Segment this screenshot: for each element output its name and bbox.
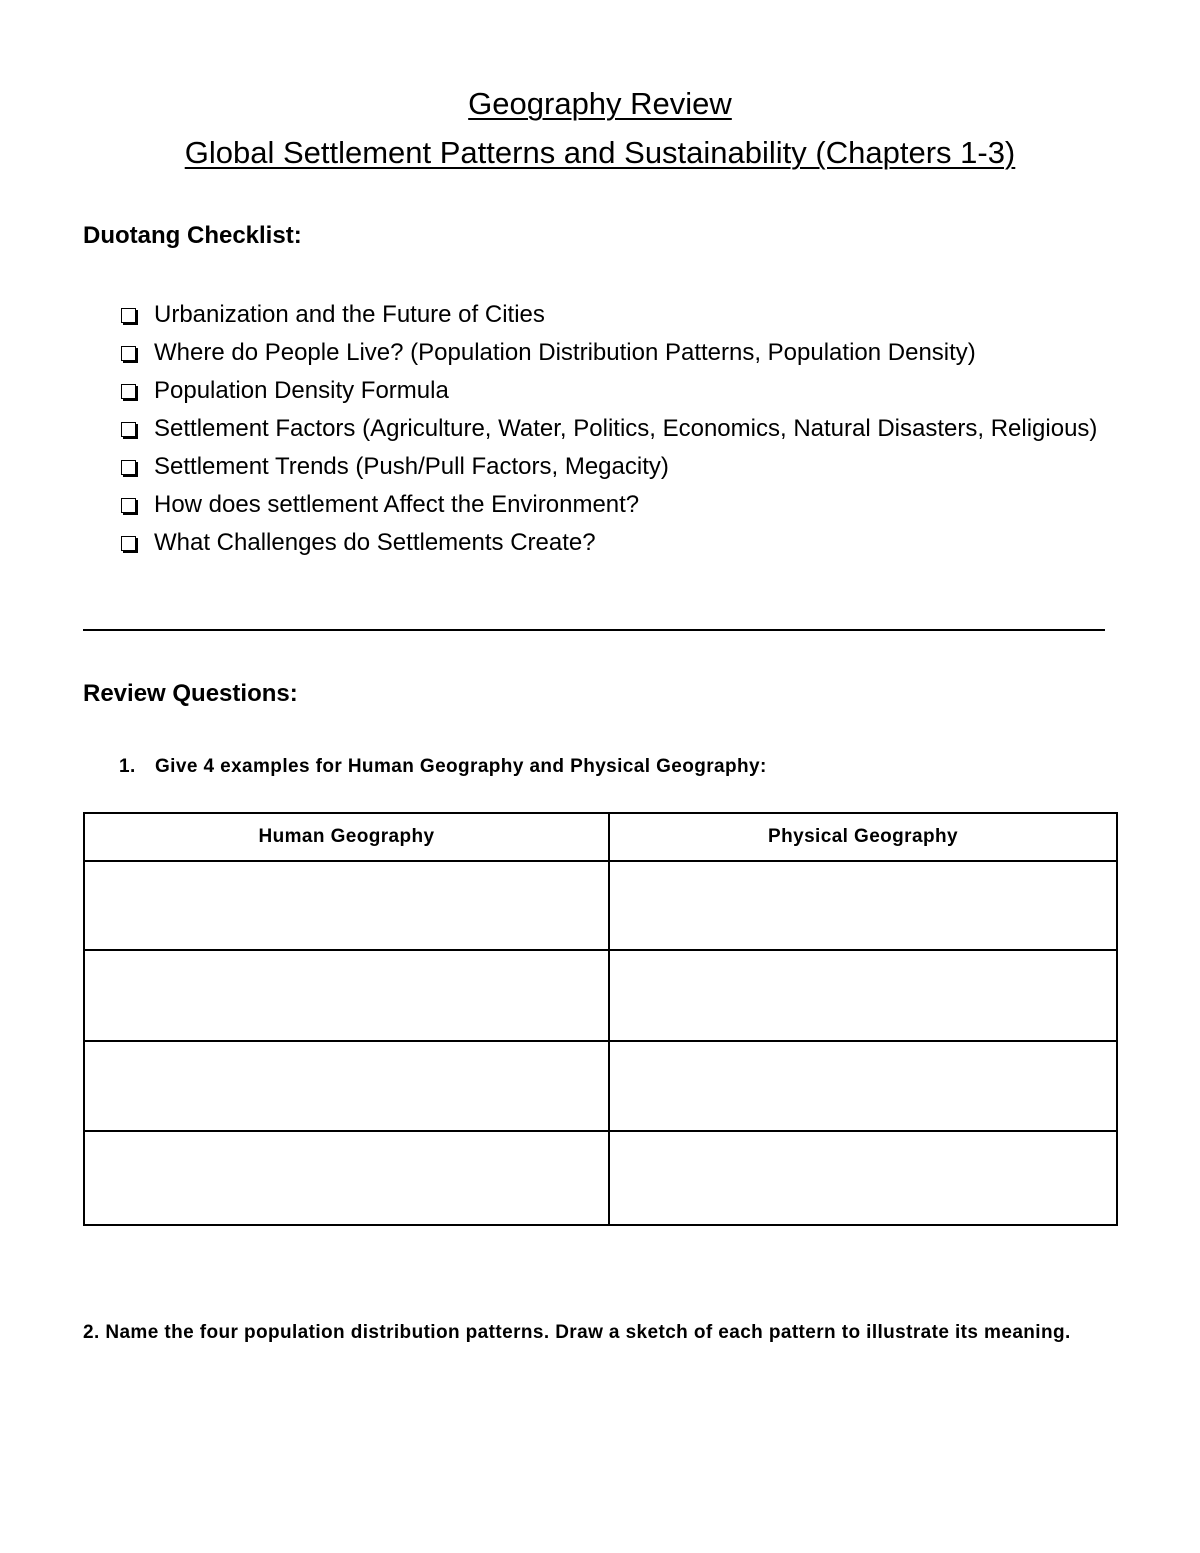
answer-cell-physical[interactable]	[609, 861, 1117, 950]
checklist-item-label: Where do People Live? (Population Distribution Patterns, Population Density)	[154, 339, 976, 366]
checkbox-icon[interactable]	[121, 422, 136, 437]
checkbox-icon[interactable]	[121, 460, 136, 475]
checklist	[121, 296, 1121, 562]
checkbox-icon[interactable]	[121, 346, 136, 361]
checklist-item[interactable]	[121, 448, 1121, 486]
table-row	[84, 861, 1117, 950]
answer-cell-human[interactable]	[84, 950, 609, 1041]
checklist-item[interactable]	[121, 524, 1121, 562]
checklist-item-label: What Challenges do Settlements Create?	[154, 529, 596, 556]
question-1	[119, 756, 767, 778]
answer-cell-human[interactable]	[84, 861, 609, 950]
checklist-item[interactable]	[121, 334, 1121, 372]
checklist-item-label: Population Density Formula	[154, 377, 449, 404]
checklist-item-label: Urbanization and the Future of Cities	[154, 301, 545, 328]
checklist-item[interactable]	[121, 372, 1121, 410]
checkbox-icon[interactable]	[121, 498, 136, 513]
answer-cell-human[interactable]	[84, 1131, 609, 1225]
checkbox-icon[interactable]	[121, 536, 136, 551]
checkbox-icon[interactable]	[121, 308, 136, 323]
review-questions-heading: Review Questions:	[83, 680, 298, 707]
question-2: 2. Name the four population distribution patterns. Draw a sketch of each pattern to illustrate its meaning.	[83, 1322, 1071, 1343]
checkbox-icon[interactable]	[121, 384, 136, 399]
checklist-item[interactable]	[121, 410, 1121, 448]
table-row	[84, 1131, 1117, 1225]
checklist-item[interactable]	[121, 296, 1121, 334]
horizontal-divider	[83, 629, 1105, 631]
checklist-item-label: Settlement Factors (Agriculture, Water, Politics, Economics, Natural Disasters, Religious)	[154, 415, 1098, 442]
checklist-item[interactable]	[121, 486, 1121, 524]
geography-examples-table	[83, 812, 1118, 1226]
checklist-item-label: Settlement Trends (Push/Pull Factors, Megacity)	[154, 453, 669, 480]
answer-cell-physical[interactable]	[609, 1041, 1117, 1131]
question-1-text: Give 4 examples for Human Geography and Physical Geography:	[155, 756, 767, 777]
answer-cell-physical[interactable]	[609, 950, 1117, 1041]
table-row	[84, 950, 1117, 1041]
table-row	[84, 1041, 1117, 1131]
table-header-physical-geography: Physical Geography	[609, 813, 1117, 861]
checklist-heading: Duotang Checklist:	[83, 222, 302, 249]
table-header-human-geography: Human Geography	[84, 813, 609, 861]
page-title: Geography Review	[468, 86, 732, 121]
checklist-item-label: How does settlement Affect the Environment?	[154, 491, 640, 518]
answer-cell-physical[interactable]	[609, 1131, 1117, 1225]
page-subtitle: Global Settlement Patterns and Sustainability (Chapters 1-3)	[184, 135, 1016, 170]
question-1-number: 1.	[119, 756, 136, 777]
answer-cell-human[interactable]	[84, 1041, 609, 1131]
